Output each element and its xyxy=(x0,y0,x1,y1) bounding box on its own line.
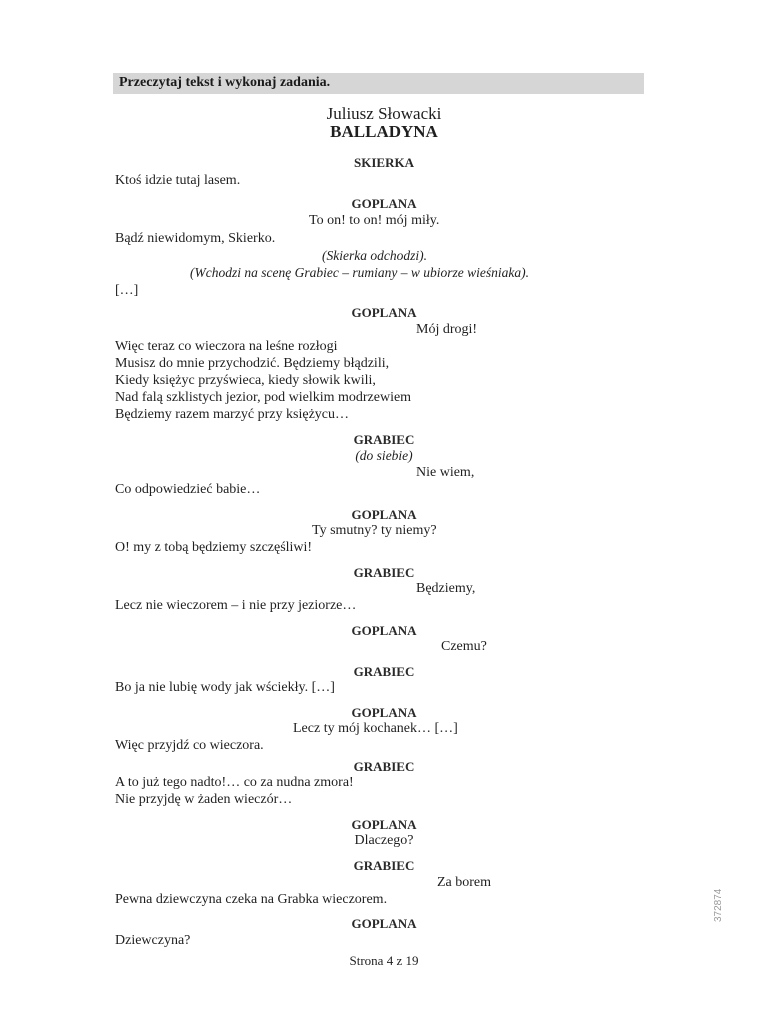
speaker-label: GOPLANA xyxy=(351,705,417,720)
side-code: 372874 xyxy=(713,888,724,922)
instruction-text: Przeczytaj tekst i wykonaj zadania. xyxy=(119,75,331,90)
dialogue-line: Pewna dziewczyna czeka na Grabka wieczorem. xyxy=(115,892,388,907)
stage-direction: (Wchodzi na scenę Grabiec – rumiany – w ubiorze wieśniaka). xyxy=(190,265,529,280)
instruction-banner xyxy=(113,73,644,94)
dialogue-line: Będziemy razem marzyć przy księżycu… xyxy=(115,407,350,422)
dialogue-line: A to już tego nadto!… co za nudna zmora! xyxy=(115,775,354,790)
speaker-label: GOPLANA xyxy=(351,916,417,931)
dialogue-line: Nie wiem, xyxy=(416,465,475,480)
dialogue-line: Nad falą szklistych jezior, pod wielkim modrzewiem xyxy=(115,390,412,405)
work-title: BALLADYNA xyxy=(330,122,438,141)
dialogue-line: Lecz ty mój kochanek… […] xyxy=(293,721,458,736)
dialogue-line: Bądź niewidomym, Skierko. xyxy=(115,231,276,246)
stage-direction: (do siebie) xyxy=(355,448,413,463)
dialogue-line: Ktoś idzie tutaj lasem. xyxy=(115,173,241,188)
dialogue-line: Nie przyjdę w żaden wieczór… xyxy=(115,792,293,807)
dialogue-line: Dlaczego? xyxy=(354,833,414,848)
dialogue-line: Będziemy, xyxy=(416,581,476,596)
speaker-label: GOPLANA xyxy=(351,623,417,638)
speaker-label: GRABIEC xyxy=(353,858,415,873)
dialogue-line: Za borem xyxy=(437,875,492,890)
speaker-label: GOPLANA xyxy=(351,305,417,320)
author-name: Juliusz Słowacki xyxy=(326,104,442,123)
speaker-label: GRABIEC xyxy=(353,664,415,679)
speaker-label: SKIERKA xyxy=(354,155,414,170)
dialogue-line: Więc teraz co wieczora na leśne rozłogi xyxy=(115,339,338,354)
dialogue-line: To on! to on! mój miły. xyxy=(309,213,440,228)
dialogue-line: Czemu? xyxy=(441,639,487,654)
dialogue-line: Mój drogi! xyxy=(416,322,478,337)
dialogue-line: Bo ja nie lubię wody jak wściekły. […] xyxy=(115,680,335,695)
dialogue-line: Więc przyjdź co wieczora. xyxy=(115,738,264,753)
page-number: Strona 4 z 19 xyxy=(349,953,419,968)
omission-mark: […] xyxy=(115,283,139,298)
dialogue-line: Dziewczyna? xyxy=(115,933,191,948)
speaker-label: GOPLANA xyxy=(351,817,417,832)
dialogue-line: O! my z tobą będziemy szczęśliwi! xyxy=(115,540,313,555)
dialogue-line: Kiedy księżyc przyświeca, kiedy słowik kwili, xyxy=(115,373,376,388)
dialogue-line: Ty smutny? ty niemy? xyxy=(312,523,437,538)
dialogue-line: Co odpowiedzieć babie… xyxy=(115,482,261,497)
speaker-label: GRABIEC xyxy=(353,432,415,447)
speaker-label: GRABIEC xyxy=(353,759,415,774)
speaker-label: GOPLANA xyxy=(351,507,417,522)
dialogue-line: Musisz do mnie przychodzić. Będziemy błądzili, xyxy=(115,356,390,371)
dialogue-line: Lecz nie wieczorem – i nie przy jeziorze… xyxy=(115,598,357,613)
speaker-label: GRABIEC xyxy=(353,565,415,580)
speaker-label: GOPLANA xyxy=(351,196,417,211)
stage-direction: (Skierka odchodzi). xyxy=(322,248,427,263)
